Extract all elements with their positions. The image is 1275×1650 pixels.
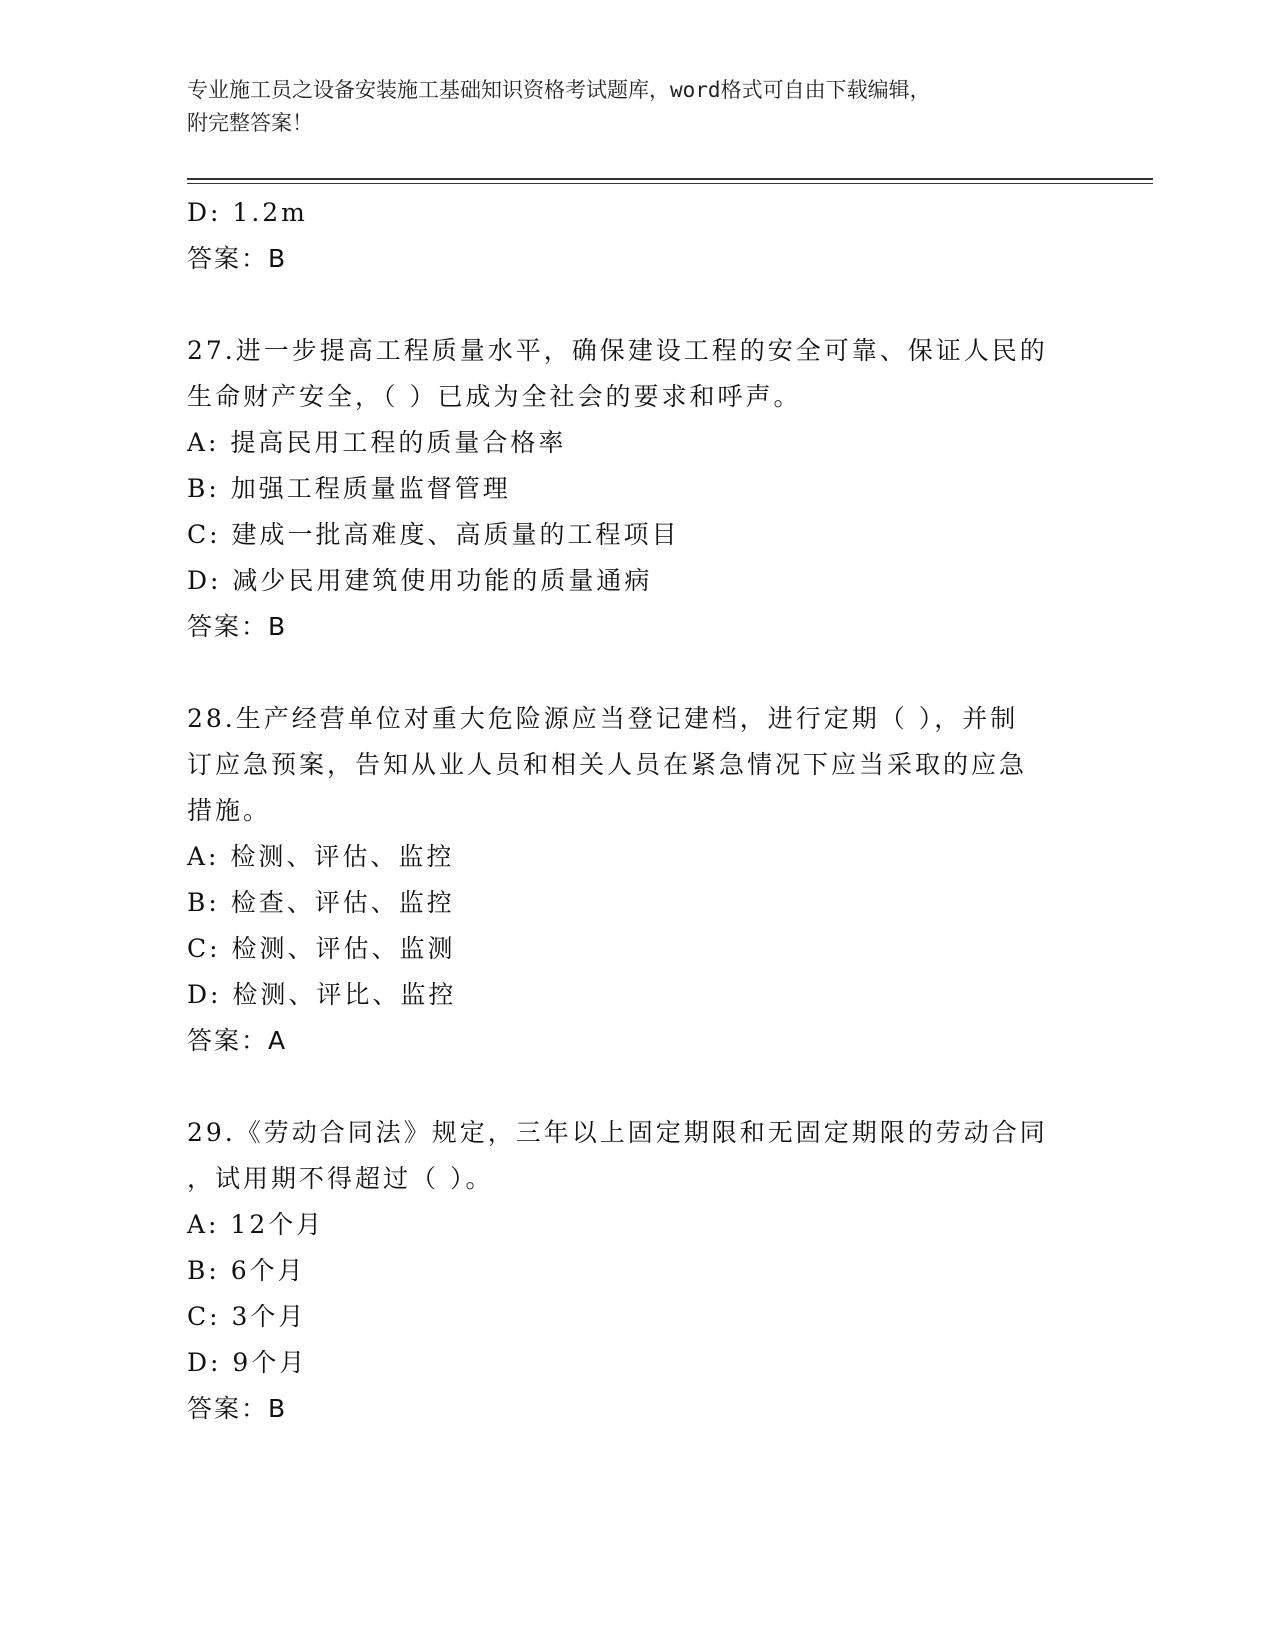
answer: 答案：B <box>187 1394 288 1423</box>
spacer <box>187 282 1087 328</box>
option-d: D: 减少民用建筑使用功能的质量通病 <box>187 566 653 595</box>
spacer <box>187 650 1087 696</box>
option-a: A: 12个月 <box>187 1210 325 1239</box>
option-c: C: 建成一批高难度、高质量的工程项目 <box>187 520 680 549</box>
option-c: C: 3个月 <box>187 1302 307 1331</box>
question-text: 措施。 <box>187 796 272 825</box>
document-header <box>187 74 1067 140</box>
answer: 答案：B <box>187 612 288 641</box>
question-text: 生命财产安全，（ ）已成为全社会的要求和呼声。 <box>187 382 802 411</box>
option-b: B: 检查、评估、监控 <box>187 888 455 917</box>
question-27 <box>187 328 1087 650</box>
option-c: C: 检测、评估、监测 <box>187 934 456 963</box>
option-a: A: 检测、评估、监控 <box>187 842 455 871</box>
question-text: ，试用期不得超过（ ）。 <box>187 1164 494 1193</box>
question-29 <box>187 1110 1087 1432</box>
option-b: B: 6个月 <box>187 1256 306 1285</box>
answer: 答案：B <box>187 244 288 273</box>
header-line-1: 专业施工员之设备安装施工基础知识资格考试题库，word格式可自由下载编辑， <box>187 78 931 102</box>
option-d: D: 9个月 <box>187 1348 308 1377</box>
question-28 <box>187 696 1087 1064</box>
question-text: 27.进一步提高工程质量水平，确保建设工程的安全可靠、保证人民的 <box>187 336 1048 365</box>
question-text: 订应急预案，告知从业人员和相关人员在紧急情况下应当采取的应急 <box>187 750 1028 779</box>
option-d: D: 检测、评比、监控 <box>187 980 457 1009</box>
option-d: D: 1.2m <box>187 198 308 227</box>
header-divider <box>187 178 1153 180</box>
header-divider-thin <box>187 183 1153 184</box>
question-text: 28.生产经营单位对重大危险源应当登记建档，进行定期（ ），并制 <box>187 704 1019 733</box>
spacer <box>187 1064 1087 1110</box>
header-line-2: 附完整答案！ <box>187 111 313 135</box>
option-a: A: 提高民用工程的质量合格率 <box>187 428 567 457</box>
question-text: 29.《劳动合同法》规定，三年以上固定期限和无固定期限的劳动合同 <box>187 1118 1048 1147</box>
question-list <box>187 190 1087 1432</box>
option-b: B: 加强工程质量监督管理 <box>187 474 511 503</box>
answer: 答案：A <box>187 1026 288 1055</box>
